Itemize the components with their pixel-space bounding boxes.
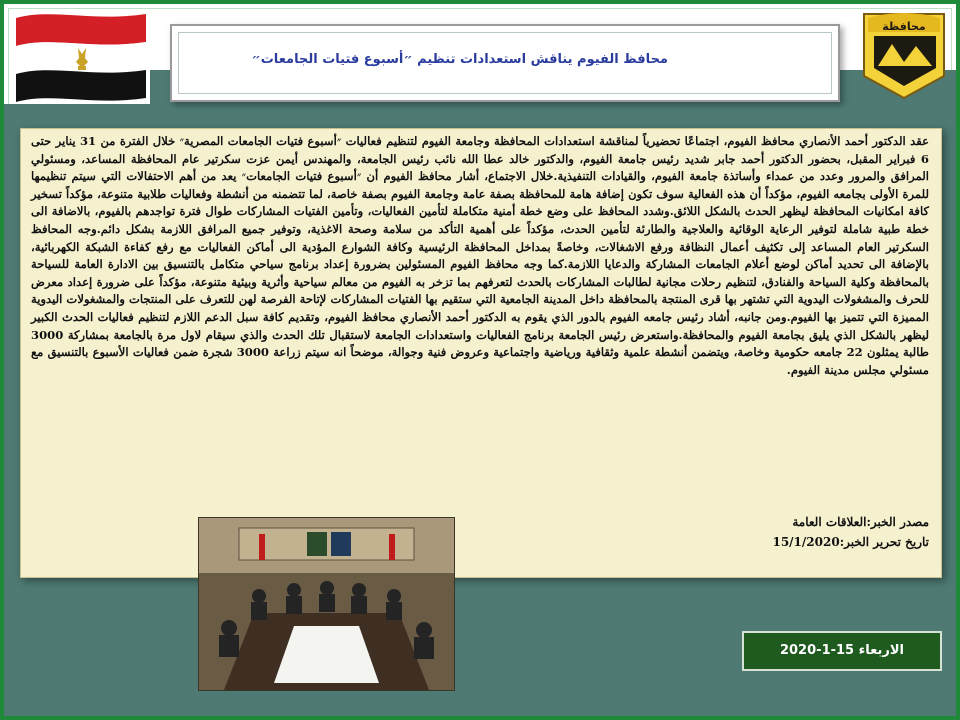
- news-source: مصدر الخبر:العلاقات العامة: [792, 515, 929, 529]
- fayoum-governorate-logo-icon: [856, 6, 952, 102]
- article-meta: [772, 512, 929, 552]
- article-body: عقد الدكتور أحمد الأنصاري محافظ الفيوم، اجتماعًا تحضيرياً لمناقشة استعدادات المحافظة وجامعة الفيوم لتنظيم فعاليات ״أسبوع فتيات الجامعات المصرية״ خلال الفترة من 31 يناير حتى 6 فبراير المقبل، بحضور الدكتور أحمد جابر شديد رئيس جامعة الفيوم، والدكتور خالد عطا الله نائب رئيس الجامعة، والمهندس أيمن عزت سكرتير عام المحافظة المساعد، ومسئولي المرافق والمرور وعدد من عمداء وأساتذة جامعة الفيوم، والقيادات التنفيذية.خلال الاجتماع، أشار محافظ الفيوم أن ״أسبوع فتيات الجامعات״ يعد من أهم الاحتفالات التي سيتم تنظيمها للمرة الأولى بجامعه الفيوم، مؤكداً أن هذه الفعالية سوف تكون إضافة هامة للمحافظة بصفة عامة وجامعة الفيوم بصفة خاصة، لما تتضمنه من أنشطة وفعاليات طلابية متنوعة، مؤكداً تسخير كافة امكانيات المحافظة ليظهر الحدث بالشكل اللائق.وشدد المحافظ على وضع خطة أمنية متكاملة لتأمين الفعاليات، وتأمين الفتيات المشاركات طوال فترة تواجدهم بالفيوم، بالاضافة الى خطة طبية شاملة لتوفير الرعاية الوقائية والعلاجية والطارئة لتأمين الحدث، مؤكداً على أهمية التأكد من سلامة وصحة الاغذية، وتوفير جميع المرافق اللازمة بشكل دائم.وجه المحافظ السكرتير العام المساعد إلى تكثيف أعمال النظافة ورفع الاشغالات، وخاصةً بمداخل المحافظة الرئيسية وكافة الشوارع المؤدية الى أماكن الفعاليات مع رفع كفاءة الشبكة الكهربائية، بالإضافة الى تحديد أماكن لوضع أعلام الجامعات المشاركة والدعايا اللازمة.كما وجه محافظ الفيوم المسئولين بضرورة إعداد برنامج سياحي متكامل بالتنسيق بين الادارة العامة للسياحة بالمحافظة وكلية السياحة والفنادق، لتنظيم رحلات مجانية لطالبات المشاركات بالحدث لتعرفهم بما تزخر به الفيوم من معالم سياحية وأثرية وبيئية متنوعة، مؤكداً على ضرورة إعداد معرض للحرف والمشغولات اليدوية التي تشتهر بها قرى المنتجة بالمحافظة داخل المدينة الجامعية التي ستقيم بها الفتيات المشاركات لإتاحة الفرصة لهن للتعرف على المنتجات والمشغولات اليدوية المميزة التي تتميز بها الفيوم.ومن جانبه، أشاد رئيس جامعه الفيوم بالدور الذي يقوم به الدكتور أحمد الأنصاري محافظ الفيوم، وتقديم كافة سبل الدعم اللازم لتنظيم فعاليات الحدث الكبير ليظهر بالشكل الذي يليق بجامعة الفيوم والمحافظة.واستعرض رئيس الجامعة برنامج الفعاليات واستعدادات الجامعة لاستقبال تلك الحدث والذي سيقام لاول مرة بالجامعة بمشاركة 3000 طالبة يمثلون 22 جامعه حكومية وخاصة، ويتضمن أنشطة علمية وثقافية ورياضية واجتماعية وعروض فنية وجوالة، موضحاً انه سيتم زراعة 3000 شجرة ضمن فعاليات الأسبوع بالتنسيق مع مسئولي مجلس مدينة الفيوم.: [31, 134, 929, 377]
- date-text: الاربعاء 15-1-2020: [779, 643, 905, 658]
- title-box: [170, 24, 840, 102]
- edit-date: تاريخ تحرير الخبر:15/1/2020: [772, 535, 929, 549]
- page-title: محافظ الفيوم يناقش استعدادات تنظيم ״أسبوع فتيات الجامعات״: [251, 52, 668, 67]
- meeting-room-photo: [198, 517, 455, 691]
- article-panel: [20, 128, 942, 578]
- date-badge: [742, 631, 942, 671]
- svg-text:محافظة: محافظة: [882, 20, 926, 33]
- egypt-flag-icon: [12, 8, 150, 104]
